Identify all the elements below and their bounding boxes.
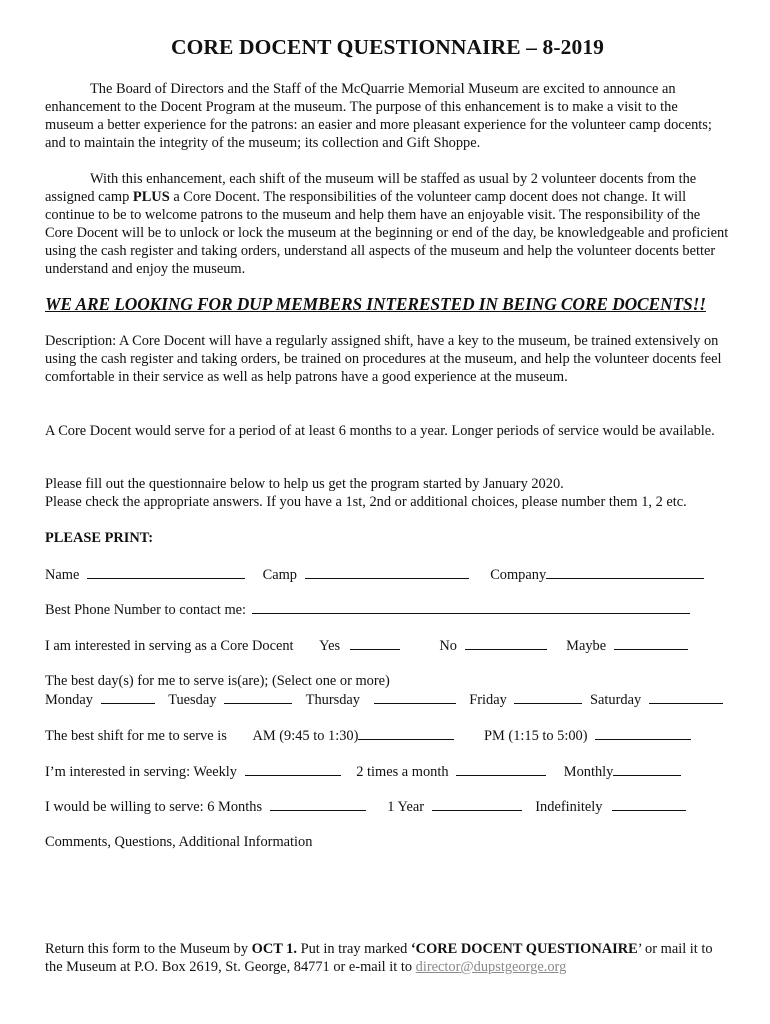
phone-field[interactable] — [252, 600, 690, 614]
shift-row — [45, 726, 691, 745]
enhancement-text-start: With this enhancement, each shift of the museum will be staffed as usual by 2 volunteer docents from the assigned camp — [45, 171, 697, 205]
days-row — [45, 690, 723, 709]
six-months-field[interactable] — [270, 797, 366, 811]
am-label: AM (9:45 to 1:30) — [252, 728, 359, 744]
twice-monthly-field[interactable] — [456, 762, 546, 776]
weekly-field[interactable] — [245, 762, 341, 776]
name-camp-company-row — [45, 565, 704, 584]
pm-label: PM (1:15 to 5:00) — [484, 728, 588, 744]
no-label: No — [439, 638, 457, 654]
comments-label: Comments, Questions, Additional Information — [45, 834, 313, 850]
frequency-row — [45, 762, 681, 781]
friday-field[interactable] — [514, 690, 582, 704]
yes-field[interactable] — [350, 636, 400, 650]
plus-emphasis: PLUS — [132, 189, 170, 205]
weekly-label: I’m interested in serving: Weekly — [45, 764, 237, 780]
yes-label: Yes — [319, 638, 341, 654]
days-prompt: The best day(s) for me to serve is(are); (Select one or more) — [45, 673, 390, 689]
return-text-2: Put in tray marked — [296, 941, 411, 957]
camp-label: Camp — [262, 567, 297, 583]
intro-paragraph: The Board of Directors and the Staff of the McQuarrie Memorial Museum are excited to announce an enhancement to the Docent Program at the museum. The purpose of this enhancement is to make a visit to the museum a better experience for the patrons: an easier and more pleasant experience for the volunteer camp docents; and to maintain the integrity of the museum; its collection and Gift Shoppe. — [45, 81, 712, 151]
please-print-label: PLEASE PRINT: — [45, 530, 154, 546]
email-link[interactable]: director@dupstgeorge.org — [415, 959, 567, 975]
page-title: CORE DOCENT QUESTIONNAIRE – 8-2019 — [170, 35, 605, 59]
phone-row — [45, 600, 690, 619]
comments-area[interactable] — [45, 852, 730, 932]
indefinitely-field[interactable] — [612, 797, 686, 811]
interest-row — [45, 636, 688, 655]
monday-label: Monday — [45, 692, 93, 708]
enhancement-paragraph — [45, 170, 730, 278]
shift-label: The best shift for me to serve is — [45, 728, 227, 744]
maybe-label: Maybe — [566, 638, 607, 654]
monday-field[interactable] — [101, 690, 155, 704]
enhancement-text-end: a Core Docent. The responsibilities of the volunteer camp docent does not change. It will continue to be to welcome patrons to the museum and help them have an enjoyable visit. The responsibility of the Core Docent will be to unlock or lock the museum at the beginning or end of the day, be knowledgeable and proficient using the cash register and taking orders, understand all aspects of the museum and help the volunteer docents better understand and enjoy the museum. — [45, 189, 729, 277]
camp-field[interactable] — [305, 565, 469, 579]
interest-label: I am interested in serving as a Core Docent — [45, 638, 294, 654]
return-text-3: ’ or mail it to the Museum at P.O. Box 2619, St. George, 84771 or e-mail it to — [45, 941, 713, 975]
instructions-line-1: Please fill out the questionnaire below to help us get the program started by January 2020. — [45, 476, 564, 492]
tray-name: ‘CORE DOCENT QUESTIONAIRE — [410, 941, 638, 957]
recruitment-headline: WE ARE LOOKING FOR DUP MEMBERS INTERESTED IN BEING CORE DOCENTS!! — [45, 294, 706, 314]
tuesday-field[interactable] — [224, 690, 292, 704]
am-field[interactable] — [358, 726, 454, 740]
return-instructions — [45, 940, 730, 976]
company-field[interactable] — [546, 565, 704, 579]
instructions-line-2: Please check the appropriate answers. If you have a 1st, 2nd or additional choices, please number them 1, 2 etc. — [45, 494, 687, 510]
description-paragraph: Description: A Core Docent will have a regularly assigned shift, have a key to the museum, be trained extensively on using the cash register and taking orders, be trained on procedures at the museum, and help the volunteer docents feel comfortable in their service as well as help patrons have a good experience at the museum. — [45, 333, 722, 385]
twice-monthly-label: 2 times a month — [356, 764, 449, 780]
six-months-label: I would be willing to serve: 6 Months — [45, 799, 263, 815]
saturday-field[interactable] — [649, 690, 723, 704]
duration-row — [45, 797, 686, 816]
maybe-field[interactable] — [614, 636, 688, 650]
name-label: Name — [45, 567, 80, 583]
deadline-date: OCT 1. — [251, 941, 297, 957]
pm-field[interactable] — [595, 726, 691, 740]
thursday-field[interactable] — [374, 690, 456, 704]
name-field[interactable] — [87, 565, 245, 579]
company-label: Company — [490, 567, 547, 583]
friday-label: Friday — [469, 692, 507, 708]
service-period-paragraph: A Core Docent would serve for a period of at least 6 months to a year. Longer periods of service would be available. — [45, 423, 715, 439]
indefinitely-label: Indefinitely — [535, 799, 603, 815]
phone-label: Best Phone Number to contact me: — [45, 602, 247, 618]
tuesday-label: Tuesday — [168, 692, 217, 708]
monthly-field[interactable] — [613, 762, 681, 776]
no-field[interactable] — [465, 636, 547, 650]
saturday-label: Saturday — [590, 692, 642, 708]
thursday-label: Thursday — [305, 692, 361, 708]
one-year-label: 1 Year — [387, 799, 425, 815]
one-year-field[interactable] — [432, 797, 522, 811]
monthly-label: Monthly — [563, 764, 614, 780]
return-text-1: Return this form to the Museum by — [45, 941, 252, 957]
